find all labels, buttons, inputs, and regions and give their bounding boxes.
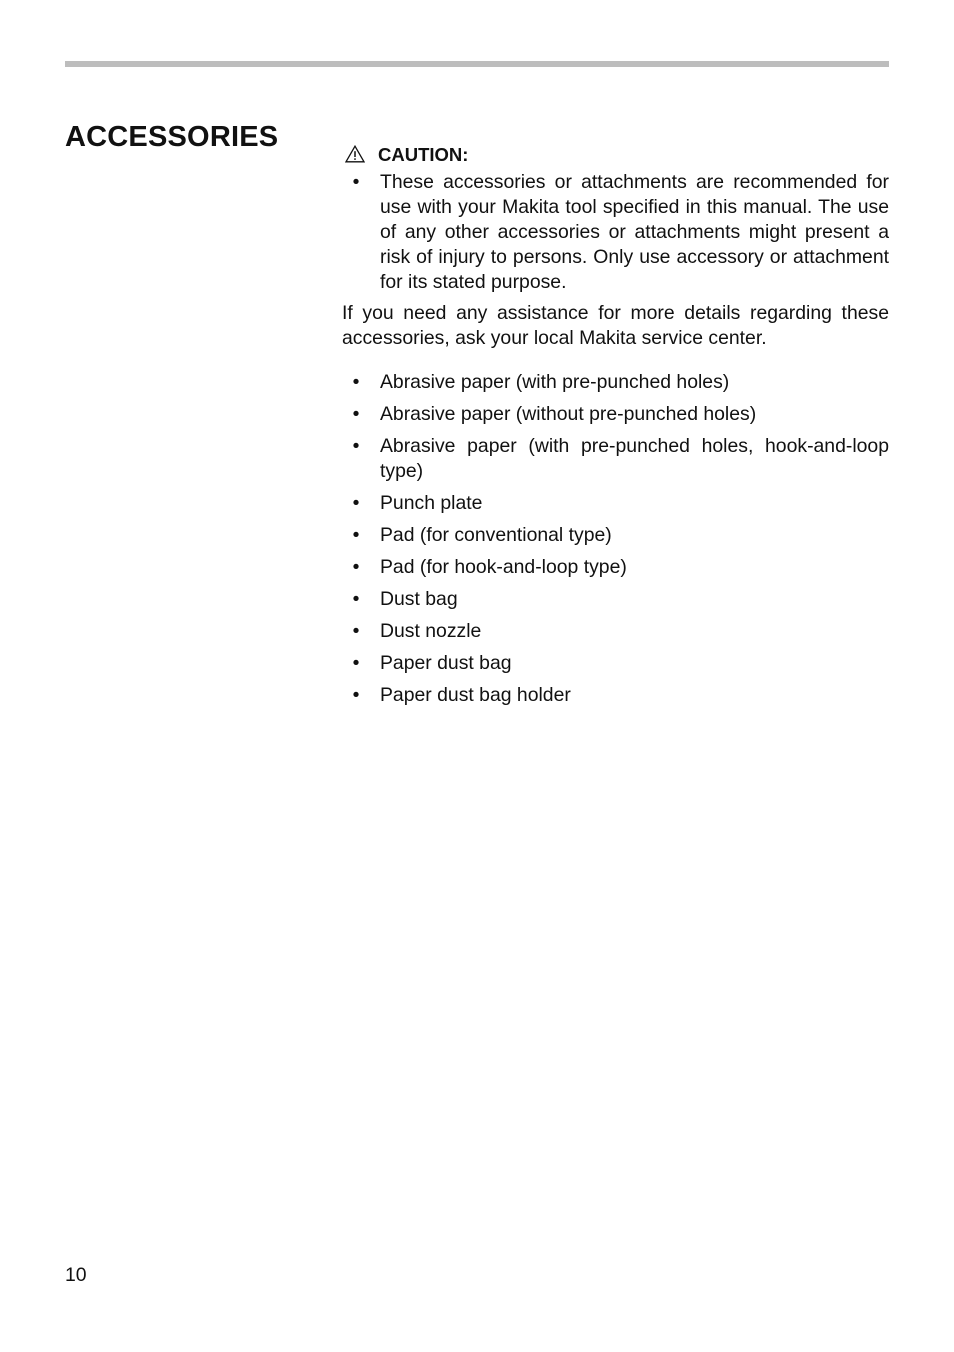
bullet-icon: • (352, 371, 360, 394)
accessory-name: Dust nozzle (380, 620, 482, 643)
accessory-name: Punch plate (380, 492, 483, 515)
bullet-icon: • (352, 492, 360, 515)
accessory-name: Paper dust bag holder (380, 684, 571, 707)
bullet-icon: • (352, 588, 360, 611)
list-item (342, 491, 889, 516)
accessory-list (342, 370, 889, 708)
bullet-icon: • (352, 684, 360, 707)
caution-heading (342, 141, 889, 167)
caution-label: CAUTION: (378, 143, 469, 165)
accessories-content (342, 141, 889, 715)
accessory-name: Abrasive paper (with pre-punched holes, hook-and-loop type) (380, 435, 889, 483)
accessory-name: Pad (for hook-and-loop type) (380, 556, 627, 579)
list-item (342, 523, 889, 548)
caution-item (342, 170, 889, 295)
bullet-icon: • (352, 435, 360, 458)
list-item (342, 434, 889, 484)
header-rule (65, 61, 889, 67)
list-item (342, 555, 889, 580)
accessory-name: Dust bag (380, 588, 458, 611)
intro-paragraph: If you need any assistance for more details regarding these accessories, ask your local Makita service center. (342, 302, 889, 349)
list-item (342, 619, 889, 644)
list-item (342, 651, 889, 676)
bullet-icon: • (352, 171, 360, 193)
list-item (342, 683, 889, 708)
list-item (342, 370, 889, 395)
accessory-name: Abrasive paper (with pre-punched holes) (380, 371, 730, 394)
accessory-name: Abrasive paper (without pre-punched holes) (380, 403, 757, 426)
accessory-name: Paper dust bag (380, 652, 512, 675)
bullet-icon: • (352, 620, 360, 643)
warning-triangle-icon (345, 145, 365, 163)
bullet-icon: • (352, 652, 360, 675)
bullet-icon: • (352, 524, 360, 547)
list-item (342, 402, 889, 427)
list-item (342, 587, 889, 612)
bullet-icon: • (352, 403, 360, 426)
page-number: 10 (65, 1264, 87, 1286)
section-title: ACCESSORIES (65, 121, 279, 153)
caution-text: These accessories or attachments are recommended for use with your Makita tool specified in this manual. The use of any other accessories or attachments might present a risk of injury to persons. Only use accessory or attachment for its stated purpose. (380, 171, 889, 293)
bullet-icon: • (352, 556, 360, 579)
accessory-name: Pad (for conventional type) (380, 524, 612, 547)
